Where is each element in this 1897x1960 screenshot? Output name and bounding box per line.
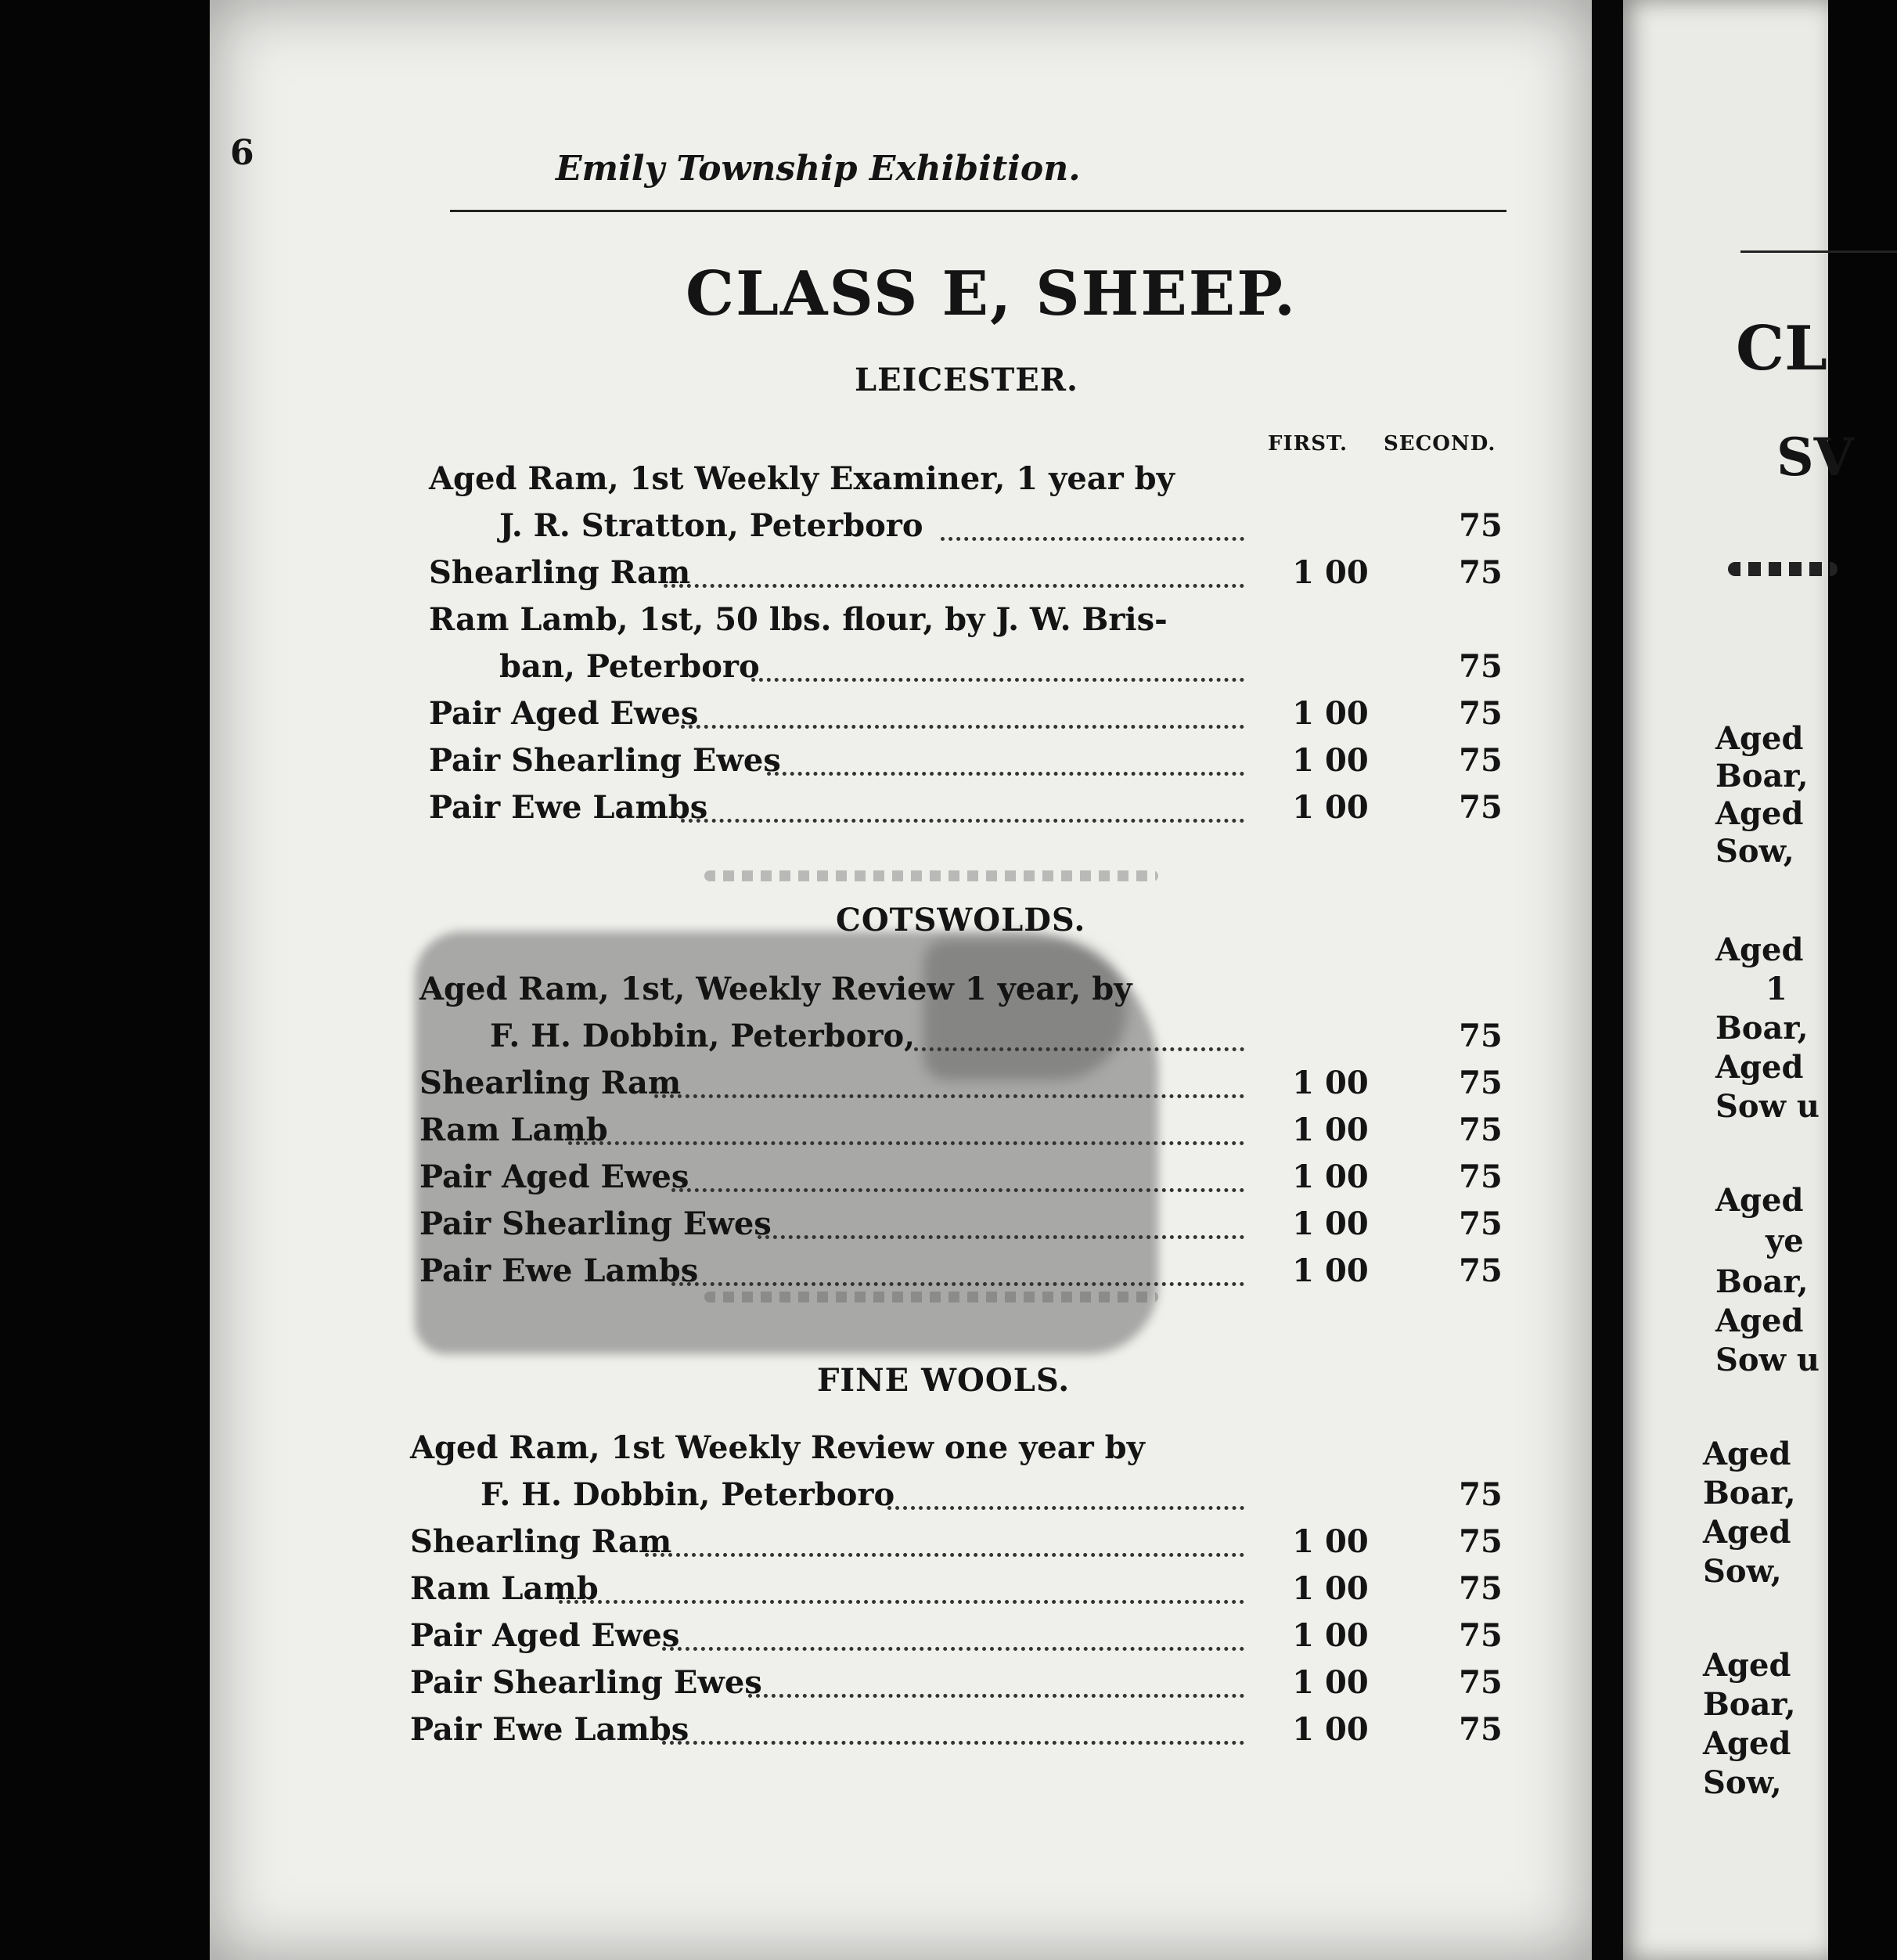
prize-second: 75 <box>1459 695 1503 732</box>
facing-rule <box>1740 250 1897 253</box>
running-title: Emily Township Exhibition. <box>556 149 1081 189</box>
prize-second: 75 <box>1459 507 1503 544</box>
prize-second: 75 <box>1459 1252 1503 1289</box>
column-head-second: SECOND. <box>1384 432 1496 456</box>
facing-line-fragment: Aged <box>1715 1182 1804 1219</box>
entry-label: Pair Shearling Ewes <box>429 742 781 779</box>
prize-second: 75 <box>1459 1570 1503 1607</box>
prize-first: 1 00 <box>1292 1205 1369 1242</box>
facing-line-fragment: Sow u <box>1715 1088 1820 1125</box>
facing-line-fragment: Boar, <box>1703 1686 1796 1723</box>
dot-leader <box>681 819 1244 823</box>
dot-leader <box>748 1694 1244 1698</box>
prize-second: 75 <box>1459 1205 1503 1242</box>
entry-label: Aged Ram, 1st Weekly Examiner, 1 year by <box>429 460 1175 497</box>
prize-second: 75 <box>1459 1065 1503 1101</box>
prize-first: 1 00 <box>1292 789 1369 826</box>
facing-page <box>1623 0 1854 1960</box>
section-title: LEICESTER. <box>855 362 1078 398</box>
ink-stain-lobe <box>923 939 1127 1080</box>
prize-second: 75 <box>1459 1711 1503 1748</box>
dot-leader <box>662 1741 1244 1745</box>
facing-wave-ornament <box>1728 562 1838 576</box>
facing-line-fragment: Aged <box>1715 1302 1804 1339</box>
facing-line-fragment: Boar, <box>1703 1475 1796 1511</box>
facing-line-fragment: Sow, <box>1703 1764 1782 1801</box>
page-number: 6 <box>230 133 254 173</box>
dot-leader <box>568 1141 1244 1145</box>
prize-second: 75 <box>1459 1158 1503 1195</box>
dot-leader <box>887 1506 1244 1510</box>
section-divider-ornament <box>704 1292 1158 1302</box>
facing-line-fragment: Boar, <box>1715 1263 1809 1300</box>
prize-second: 75 <box>1459 1617 1503 1654</box>
dot-leader <box>654 1094 1244 1098</box>
entry-label: Aged Ram, 1st, Weekly Review 1 year, by <box>419 971 1132 1007</box>
facing-line-fragment: Aged <box>1715 931 1804 968</box>
facing-line-fragment: Aged <box>1715 720 1804 757</box>
prize-second: 75 <box>1459 1664 1503 1701</box>
prize-first: 1 00 <box>1292 1252 1369 1289</box>
dot-leader <box>767 772 1244 776</box>
prize-first: 1 00 <box>1292 1617 1369 1654</box>
entry-label: Pair Ewe Lambs <box>419 1252 699 1289</box>
prize-first: 1 00 <box>1292 1711 1369 1748</box>
facing-line-fragment: Aged <box>1703 1647 1791 1684</box>
entry-label: Pair Shearling Ewes <box>419 1205 772 1242</box>
prize-first: 1 00 <box>1292 1158 1369 1195</box>
dot-leader <box>914 1047 1244 1051</box>
dot-leader <box>664 584 1244 588</box>
dot-leader <box>941 537 1244 541</box>
prize-second: 75 <box>1459 1476 1503 1513</box>
dot-leader <box>671 1188 1244 1192</box>
facing-line-fragment: Sow, <box>1715 833 1794 870</box>
facing-line-fragment: Sow u <box>1715 1342 1820 1378</box>
facing-line-fragment: Sow, <box>1703 1553 1782 1590</box>
facing-line-fragment: 1 <box>1766 971 1787 1007</box>
dot-leader <box>671 1282 1244 1286</box>
entry-label-continued: F. H. Dobbin, Peterboro <box>481 1476 895 1513</box>
prize-first: 1 00 <box>1292 1065 1369 1101</box>
entry-label: Pair Ewe Lambs <box>410 1711 689 1748</box>
facing-line-fragment: Aged <box>1715 1049 1804 1086</box>
entry-label: Ram Lamb, 1st, 50 lbs. flour, by J. W. Bris- <box>429 601 1168 638</box>
entry-label-continued: F. H. Dobbin, Peterboro, <box>490 1018 916 1054</box>
entry-label-continued: ban, Peterboro <box>499 648 760 685</box>
prize-first: 1 00 <box>1292 554 1369 591</box>
header-rule <box>450 210 1506 212</box>
facing-line-fragment: Aged <box>1703 1436 1791 1472</box>
entry-label: Ram Lamb <box>419 1112 608 1148</box>
prize-first: 1 00 <box>1292 1570 1369 1607</box>
entry-label: Pair Ewe Lambs <box>429 789 708 826</box>
prize-second: 75 <box>1459 742 1503 779</box>
facing-title-fragment: CL <box>1736 313 1827 384</box>
section-title: FINE WOOLS. <box>817 1362 1071 1399</box>
facing-line-fragment: Aged <box>1703 1725 1791 1762</box>
section-divider-ornament <box>704 870 1158 881</box>
prize-second: 75 <box>1459 789 1503 826</box>
prize-first: 1 00 <box>1292 742 1369 779</box>
entry-label: Shearling Ram <box>429 554 691 591</box>
prize-second: 75 <box>1459 554 1503 591</box>
prize-first: 1 00 <box>1292 1664 1369 1701</box>
class-title: CLASS E, SHEEP. <box>686 258 1298 330</box>
entry-label: Aged Ram, 1st Weekly Review one year by <box>410 1429 1145 1466</box>
prize-second: 75 <box>1459 648 1503 685</box>
entry-label: Pair Aged Ewes <box>429 695 699 732</box>
facing-line-fragment: Aged <box>1715 795 1804 832</box>
facing-subtitle-fragment: SV <box>1776 427 1854 488</box>
prize-second: 75 <box>1459 1523 1503 1560</box>
prize-first: 1 00 <box>1292 1112 1369 1148</box>
facing-line-fragment: Boar, <box>1715 758 1809 794</box>
prize-second: 75 <box>1459 1112 1503 1148</box>
entry-label: Pair Aged Ewes <box>419 1158 689 1195</box>
prize-first: 1 00 <box>1292 1523 1369 1560</box>
section-title: COTSWOLDS. <box>836 902 1086 939</box>
entry-label: Pair Aged Ewes <box>410 1617 680 1654</box>
prize-first: 1 00 <box>1292 695 1369 732</box>
column-head-first: FIRST. <box>1268 432 1348 456</box>
dot-leader <box>758 1235 1244 1239</box>
dot-leader <box>645 1553 1244 1557</box>
entry-label: Ram Lamb <box>410 1570 599 1607</box>
entry-label: Shearling Ram <box>410 1523 672 1560</box>
dot-leader <box>559 1600 1244 1604</box>
entry-label-continued: J. R. Stratton, Peterboro <box>499 507 923 544</box>
facing-line-fragment: Boar, <box>1715 1010 1809 1047</box>
dot-leader <box>751 678 1244 682</box>
dot-leader <box>681 725 1244 729</box>
entry-label: Pair Shearling Ewes <box>410 1664 762 1701</box>
book-gutter <box>1592 0 1623 1960</box>
facing-line-fragment: ye <box>1766 1223 1804 1259</box>
facing-line-fragment: Aged <box>1703 1514 1791 1551</box>
dot-leader <box>662 1647 1244 1651</box>
entry-label: Shearling Ram <box>419 1065 682 1101</box>
prize-second: 75 <box>1459 1018 1503 1054</box>
